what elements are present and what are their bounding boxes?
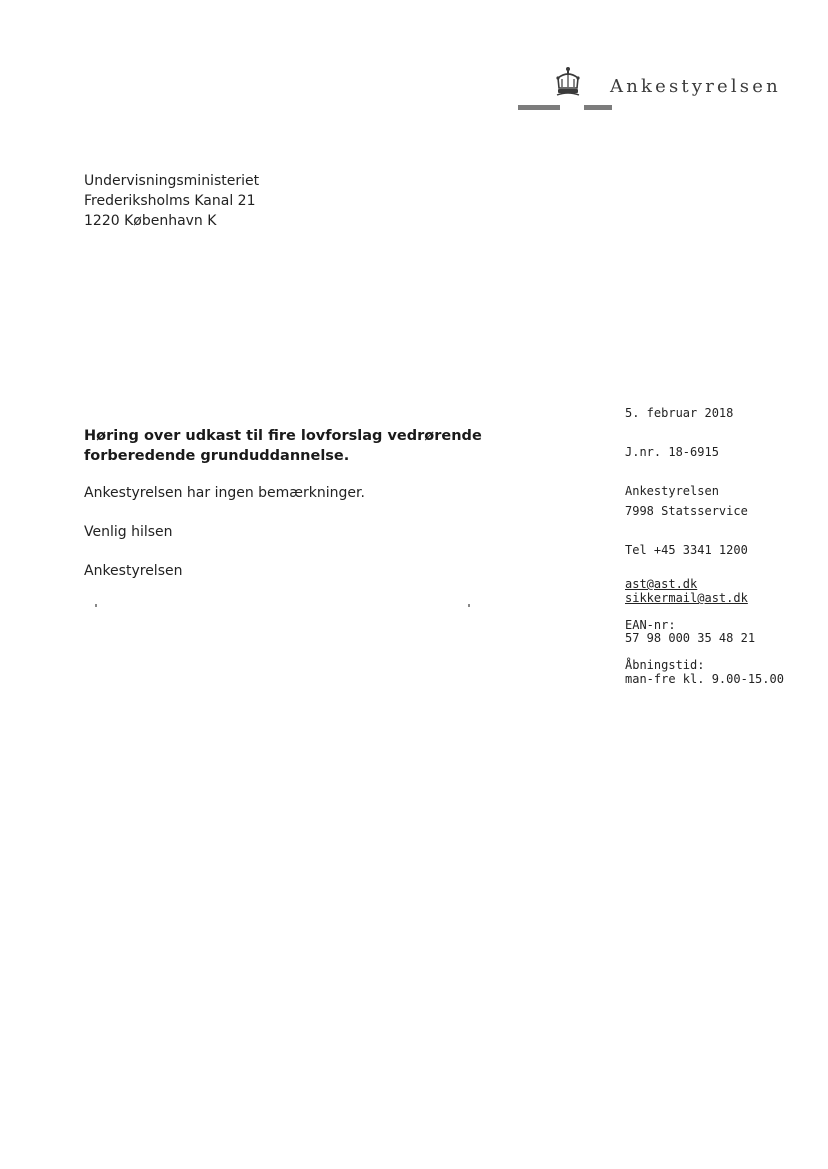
email-link[interactable]: ast@ast.dk [625, 577, 698, 591]
scan-speck [95, 604, 97, 607]
phone-number: Tel +45 3341 1200 [625, 543, 748, 557]
letter-date: 5. februar 2018 [625, 406, 734, 420]
signature: Ankestyrelsen [84, 563, 183, 579]
sender-address: 7998 Statsservice [625, 504, 748, 518]
header-bar-left [518, 105, 560, 110]
hours-label: Åbningstid: [625, 658, 705, 672]
closing: Venlig hilsen [84, 524, 173, 540]
letter-subject: Høring over udkast til fire lovforslag vedrørende forberedende grunduddannelse. [84, 428, 482, 464]
ean-label: EAN-nr: [625, 618, 676, 632]
recipient-address [84, 171, 259, 231]
org-name: Ankestyrelsen [610, 76, 781, 97]
secure-email-link[interactable]: sikkermail@ast.dk [625, 591, 748, 605]
crown-icon [554, 66, 582, 98]
scan-speck [468, 604, 470, 607]
header-bar-right [584, 105, 612, 110]
recipient-line-2: Frederiksholms Kanal 21 [84, 193, 256, 209]
sender-name: Ankestyrelsen [625, 484, 719, 498]
ean-value: 57 98 000 35 48 21 [625, 631, 756, 645]
recipient-line-3: 1220 København K [84, 213, 217, 229]
recipient-line-1: Undervisningsministeriet [84, 173, 260, 189]
hours-value: man-fre kl. 9.00-15.00 [625, 672, 784, 686]
letter-body: Ankestyrelsen har ingen bemærkninger. [84, 485, 365, 501]
journal-number: J.nr. 18-6915 [625, 445, 719, 459]
